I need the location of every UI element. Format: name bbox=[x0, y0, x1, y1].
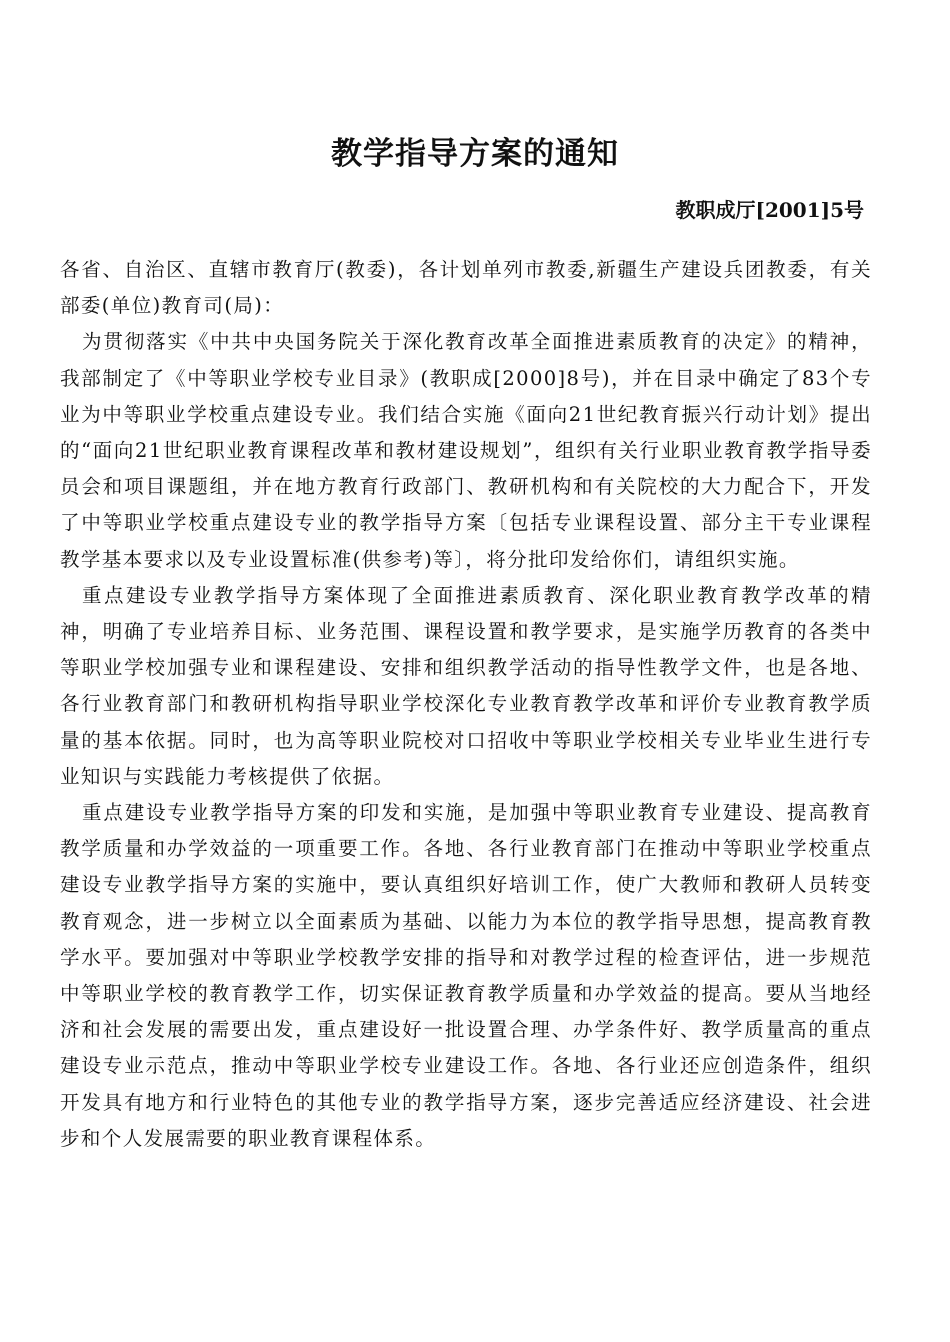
document-title: 教学指导方案的通知 bbox=[331, 136, 619, 172]
document-number: 教职成厅[2001]5号 bbox=[675, 198, 864, 222]
paragraph-3: 重点建设专业教学指导方案的印发和实施，是加强中等职业教育专业建设、提高教育教学质量和办学效益的一项重要工作。各地、各行业教育部门在推动中等职业学校重点建设专业教学指导方案的实施中，要认真组织好培训工作，使广大教师和教研人员转变教育观念，进一步树立以全面素质为基础、以能力为本位的教学指导思想，提高教育教学水平。要加强对中等职业学校教学安排的指导和对教学过程的检查评估，进一步规范中等职业学校的教育教学工作，切实保证教育教学质量和办学效益的提高。要从当地经济和社会发展的需要出发，重点建设好一批设置合理、办学条件好、教学质量高的重点建设专业示范点，推动中等职业学校专业建设工作。各地、各行业还应创造条件，组织开发具有地方和行业特色的其他专业的教学指导方案，逐步完善适应经济建设、社会进步和个人发展需要的职业教育课程体系。 bbox=[60, 801, 872, 1150]
salutation: 各省、自治区、直辖市教育厅(教委)，各计划单列市教委,新疆生产建设兵团教委，有关部委(单位)教育司(局)： bbox=[60, 258, 872, 318]
document-body bbox=[60, 252, 872, 1157]
paragraph-2: 重点建设专业教学指导方案体现了全面推进素质教育、深化职业教育教学改革的精神，明确了专业培养目标、业务范围、课程设置和教学要求，是实施学历教育的各类中等职业学校加强专业和课程建设、安排和组织教学活动的指导性教学文件，也是各地、各行业教育部门和教研机构指导职业学校深化专业教育教学改革和评价专业教育教学质量的基本依据。同时，也为高等职业院校对口招收中等职业学校相关专业毕业生进行专业知识与实践能力考核提供了依据。 bbox=[60, 583, 872, 788]
paragraph-1: 为贯彻落实《中共中央国务院关于深化教育改革全面推进素质教育的决定》的精神，我部制定了《中等职业学校专业目录》(教职成[2000]8号)，并在目录中确定了83个专业为中等职业学校重点建设专业。我们结合实施《面向21世纪教育振兴行动计划》提出的“面向21世纪职业教育课程改革和教材建设规划”，组织有关行业职业教育教学指导委员会和项目课题组，并在地方教育行政部门、教研机构和有关院校的大力配合下，开发了中等职业学校重点建设专业的教学指导方案〔包括专业课程设置、部分主干专业课程教学基本要求以及专业设置标准(供参考)等〕，将分批印发给你们，请组织实施。 bbox=[60, 330, 872, 571]
